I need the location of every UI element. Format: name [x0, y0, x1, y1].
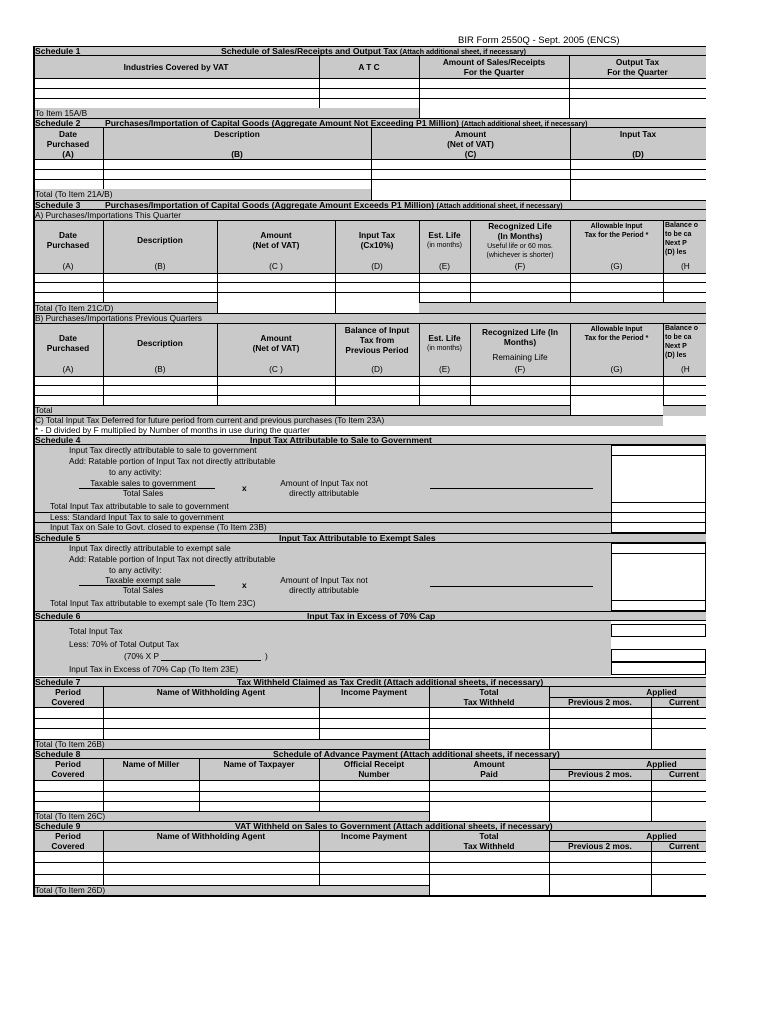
- s3a-letter-h: (H: [681, 261, 690, 271]
- s9-col-agent: Name of Withholding Agent: [156, 831, 266, 841]
- s3b-col-date: Date Purchased: [46, 333, 90, 353]
- s4-line-3: to any activity:: [109, 467, 162, 477]
- s4-fraction-denominator: Total Sales: [122, 488, 164, 498]
- schedule-9-bar: [33, 821, 706, 831]
- s9-total-label: Total (To Item 26D): [35, 885, 106, 895]
- s9-col-income: Income Payment: [341, 831, 407, 841]
- s4-amount-label: Amount of Input Tax not directly attributable: [280, 478, 368, 498]
- schedule-7-number: Schedule 7: [35, 677, 81, 687]
- s4-amount-blank: [430, 488, 593, 489]
- s7-col-total-withheld: Total Tax Withheld: [463, 687, 515, 707]
- s8-col-period: Period Covered: [51, 759, 85, 779]
- s1-col-atc: A T C: [358, 62, 380, 72]
- s7-col-applied: Applied: [646, 687, 677, 697]
- s7-col-agent: Name of Withholding Agent: [156, 687, 266, 697]
- s3a-letter-g: (G): [610, 261, 623, 271]
- schedule-2-bar: [33, 118, 706, 128]
- s8-col-current: Current: [669, 769, 699, 779]
- s3b-sub-remaining: Remaining Life: [492, 352, 548, 362]
- schedule-9-number: Schedule 9: [35, 821, 81, 831]
- s9-col-prev-2-mos: Previous 2 mos.: [568, 841, 632, 851]
- s8-col-taxpayer: Name of Taxpayer: [223, 759, 295, 769]
- schedule-3-note: (Attach additional sheet, if necessary): [436, 203, 563, 210]
- s3b-letter-c: (C ): [269, 364, 283, 374]
- s3b-letter-e: (E): [438, 364, 451, 374]
- s4-fraction-numerator: Taxable sales to government: [90, 478, 196, 488]
- s7-col-income: Income Payment: [341, 687, 407, 697]
- s5-amount-blank: [430, 586, 593, 587]
- s1-col-output-tax: Output Tax For the Quarter: [607, 57, 668, 77]
- s2-total-label: Total (To Item 21A/B): [35, 189, 113, 199]
- schedule-8-bar: [33, 749, 706, 759]
- s1-col-amount: Amount of Sales/Receipts For the Quarter: [442, 57, 546, 77]
- s3a-col-input-tax: Input Tax (Cx10%): [358, 230, 396, 250]
- s3b-label: B) Purchases/Importations Previous Quarters: [35, 313, 202, 323]
- s8-total-label: Total (To Item 26C): [35, 811, 106, 821]
- s6-amount-box-3[interactable]: [611, 662, 706, 675]
- s9-col-total-withheld: Total Tax Withheld: [463, 831, 515, 851]
- schedule-3-number: Schedule 3: [35, 200, 81, 210]
- bir-form-2550q-schedules: [33, 36, 706, 898]
- schedule-2-number: Schedule 2: [35, 118, 81, 128]
- schedule-5-bar: [33, 533, 706, 543]
- s3a-col-amount: Amount (Net of VAT): [252, 230, 300, 250]
- s3a-total-label: Total (To Item 21C/D): [35, 303, 114, 313]
- s3a-sub-useful-life: Useful life or 60 mos. (whichever is shorter): [486, 243, 554, 259]
- s8-col-applied: Applied: [646, 759, 677, 769]
- schedule-1-title: Schedule of Sales/Receipts and Output Tax: [221, 46, 398, 56]
- s3b-col-description: Description: [137, 338, 183, 348]
- s3a-col-balance: Balance o to be ca Next P (D) les: [665, 222, 699, 256]
- s4-line-1: Input Tax directly attributable to sale to government: [69, 445, 257, 455]
- s3a-col-allowable: Allowable Input Tax for the Period *: [584, 223, 649, 239]
- s9-col-period: Period Covered: [51, 831, 85, 851]
- s4-closed-line: Input Tax on Sale to Govt. closed to expense (To Item 23B): [50, 522, 267, 532]
- schedule-7-title: Tax Withheld Claimed as Tax Credit (Attach additional sheets, if necessary): [237, 677, 544, 687]
- s5-times: x: [242, 580, 247, 590]
- s3a-letter-f: (F): [514, 261, 526, 271]
- s6-line-2: Less: 70% of Total Output Tax: [69, 639, 179, 649]
- s4-less-line: Less: Standard Input Tax to sale to government: [50, 512, 224, 522]
- s3a-col-est-life: Est. Life: [428, 230, 461, 240]
- schedule-6-bar: [33, 611, 706, 621]
- s3a-col-recognized-life: Recognized Life (In Months): [488, 221, 552, 241]
- s4-times: x: [242, 483, 247, 493]
- s5-fraction-denominator: Total Sales: [122, 585, 164, 595]
- s2-col-input-tax: Input Tax (D): [619, 129, 657, 159]
- schedule-4-title: Input Tax Attributable to Sale to Government: [250, 435, 432, 445]
- s3b-col-allowable: Allowable Input Tax for the Period *: [584, 326, 649, 342]
- s6-line-4: Input Tax in Excess of 70% Cap (To Item 23E): [69, 664, 239, 674]
- s3a-letter-b: (B): [154, 261, 166, 271]
- s3a-letter-e: (E): [438, 261, 451, 271]
- s2-col-description: Description (B): [214, 129, 260, 159]
- schedule-9-title: VAT Withheld on Sales to Government (Attach additional sheets, if necessary): [235, 821, 553, 831]
- schedule-4-number: Schedule 4: [35, 435, 81, 445]
- s3a-letter-a: (A): [62, 261, 74, 271]
- s8-col-amount-paid: Amount Paid: [473, 759, 505, 779]
- s3a-label: A) Purchases/Importations This Quarter: [35, 210, 182, 220]
- form-left-border: [33, 46, 35, 896]
- s3b-col-balance-input: Balance of Input Tax from Previous Period: [344, 325, 410, 355]
- s1-total-row: [33, 108, 419, 118]
- s3a-col-date: Date Purchased: [46, 230, 90, 250]
- s3b-letter-b: (B): [154, 364, 166, 374]
- s4-amount-box-2[interactable]: [611, 455, 706, 503]
- s3-footnote: * - D divided by F multiplied by Number of months in use during the quarter: [35, 425, 310, 435]
- schedule-5-title: Input Tax Attributable to Exempt Sales: [279, 533, 436, 543]
- s4-total-line: Total Input Tax attributable to sale to government: [50, 501, 229, 511]
- s7-col-prev-2-mos: Previous 2 mos.: [568, 697, 632, 707]
- s3b-col-amount: Amount (Net of VAT): [252, 333, 300, 353]
- s3a-letter-c: (C ): [269, 261, 283, 271]
- s3b-col-recognized-life: Recognized Life (In Months): [481, 327, 559, 347]
- s5-total-line: Total Input Tax attributable to exempt sale (To Item 23C): [50, 598, 256, 608]
- s3b-col-balance: Balance o to be ca Next P (D) les: [665, 325, 699, 359]
- schedule-1-bar: [33, 46, 706, 56]
- schedule-8-number: Schedule 8: [35, 749, 81, 759]
- s8-col-miller: Name of Miller: [122, 759, 180, 769]
- s1-total-label: To Item 15A/B: [35, 108, 88, 118]
- s5-fraction-numerator: Taxable exempt sale: [105, 575, 181, 585]
- s7-total-label: Total (To Item 26B): [35, 739, 105, 749]
- schedule-4-bar: [33, 435, 706, 445]
- s5-line-1: Input Tax directly attributable to exempt sale: [69, 543, 231, 553]
- s4-line-2: Add: Ratable portion of Input Tax not directly attributable: [69, 456, 276, 466]
- s7-col-period: Period Covered: [51, 687, 85, 707]
- s9-col-applied: Applied: [646, 831, 677, 841]
- schedule-2-title: Purchases/Importation of Capital Goods (Aggregate Amount Not Exceeding P1 Million): [105, 118, 459, 128]
- s3a-letter-d: (D): [371, 261, 383, 271]
- schedule-1-number: Schedule 1: [35, 46, 81, 56]
- form-header: BIR Form 2550Q - Sept. 2005 (ENCS): [458, 36, 620, 46]
- s3a-col-description: Description: [137, 235, 183, 245]
- s5-amount-box-3[interactable]: [611, 600, 706, 611]
- s2-col-date: Date Purchased (A): [46, 129, 90, 159]
- s5-amount-box-2[interactable]: [611, 553, 706, 601]
- schedule-3-bar: [33, 200, 706, 210]
- s5-line-2: Add: Ratable portion of Input Tax not directly attributable: [69, 554, 276, 564]
- s6-line-3: (70% X P: [124, 651, 160, 661]
- s3b-total-gray-right: [663, 405, 706, 416]
- s9-col-current: Current: [669, 841, 699, 851]
- s3b-total-label: Total: [35, 405, 53, 415]
- s3b-letter-g: (G): [610, 364, 623, 374]
- s5-amount-label: Amount of Input Tax not directly attributable: [280, 575, 368, 595]
- s3b-letter-h: (H: [681, 364, 690, 374]
- schedule-6-number: Schedule 6: [35, 611, 81, 621]
- schedule-3-title: Purchases/Importation of Capital Goods (Aggregate Amount Exceeds P1 Million): [105, 200, 435, 210]
- schedule-2-note: (Attach additional sheet, if necessary): [461, 121, 588, 128]
- schedule-5-number: Schedule 5: [35, 533, 81, 543]
- s5-line-3: to any activity:: [109, 565, 162, 575]
- s2-col-amount: Amount (Net of VAT) (C): [447, 129, 494, 159]
- schedule-1-note: (Attach additional sheet, if necessary): [399, 49, 526, 56]
- s3c-line: C) Total Input Tax Deferred for future period from current and previous purchases (To Item 23A): [35, 415, 385, 425]
- s3b-sub-months: (in months): [426, 345, 462, 352]
- s6-blank: [161, 660, 261, 661]
- schedule-7-bar: [33, 677, 706, 687]
- s7-col-current: Current: [669, 697, 699, 707]
- s6-line-1: Total Input Tax: [69, 626, 123, 636]
- schedule-6-title: Input Tax in Excess of 70% Cap: [307, 611, 436, 621]
- schedule-8-title: Schedule of Advance Payment (Attach additional sheets, if necessary): [273, 749, 560, 759]
- s8-col-prev-2-mos: Previous 2 mos.: [568, 769, 632, 779]
- s4-amount-box-5[interactable]: [611, 522, 706, 533]
- s3b-letter-a: (A): [62, 364, 74, 374]
- s8-col-receipt: Official Receipt Number: [343, 759, 405, 779]
- s6-line-3-close: ): [265, 651, 268, 661]
- s6-amount-box-2[interactable]: [611, 649, 706, 662]
- s3b-letter-d: (D): [371, 364, 383, 374]
- s6-amount-box-1[interactable]: [611, 624, 706, 637]
- s3b-letter-f: (F): [514, 364, 526, 374]
- s3a-sub-months: (in months): [426, 242, 462, 249]
- s3b-col-est-life: Est. Life: [428, 333, 461, 343]
- s1-col-industries: Industries Covered by VAT: [123, 62, 229, 72]
